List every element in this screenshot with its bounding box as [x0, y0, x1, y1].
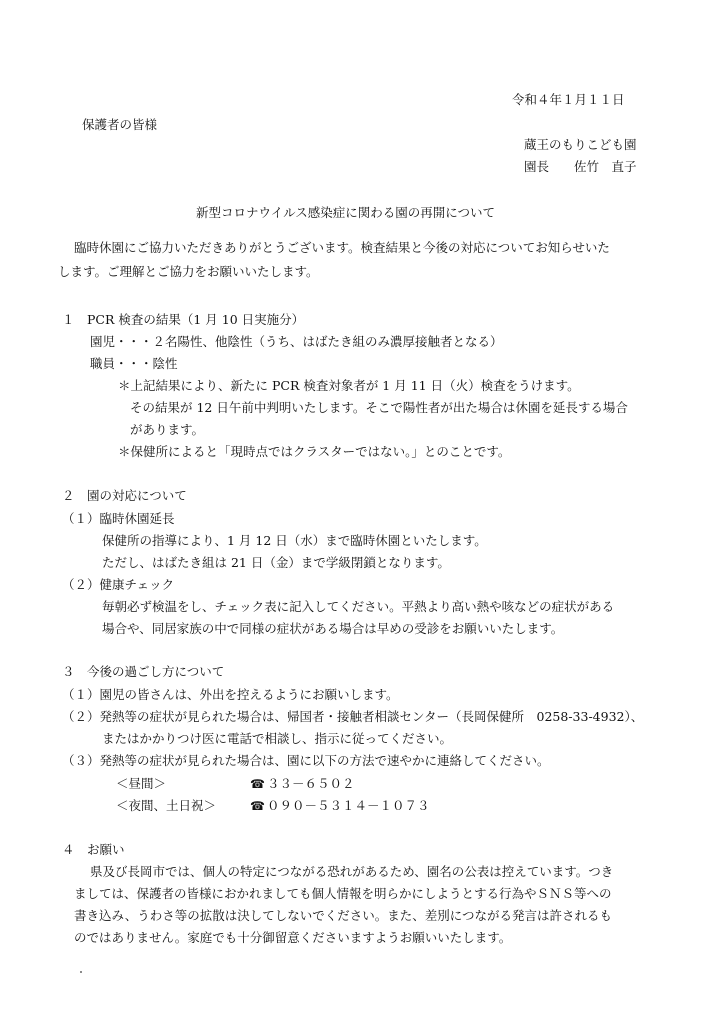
section4-line-3: 書き込み、うわさ等の拡散は決してしないでください。また、差別につながる発言は許されるも: [74, 908, 613, 923]
section4-line-4: のではありません。家庭でも十分御留意くださいますようお願いいたします。: [74, 930, 512, 945]
document-date: 令和４年１月１１日: [512, 92, 625, 107]
addressee: 保護者の皆様: [82, 117, 158, 132]
section2-item2-line-1: 毎朝必ず検温をし、チェック表に記入してください。平熱より高い熱や咳などの症状がある: [102, 599, 615, 614]
section2-item1-heading: （１）臨時休園延長: [62, 511, 175, 526]
telephone-icon: ☎: [250, 799, 265, 813]
section4-heading: ４ お願い: [62, 842, 125, 857]
sender-name: 園長 佐竹 直子: [524, 159, 637, 174]
section1-staff-result: 職員・・・陰性: [90, 356, 178, 371]
contact-phone-night: [250, 798, 429, 813]
intro-line-1: 臨時休園にご協力いただきありがとうございます。検査結果と今後の対応についてお知らせいた: [74, 240, 610, 255]
section4-line-2: ましては、保護者の皆様におかれましても個人情報を明らかにしようとする行為やＳＮＳ等への: [74, 886, 612, 901]
section3-item2-line-1: （２）発熱等の症状が見られた場合は、帰国者・接触者相談センター（長岡保健所 0258-33-4932）、: [62, 709, 644, 724]
section2-item2-line-2: 場合や、同居家族の中で同様の症状がある場合は早めの受診をお願いいたします。: [102, 621, 564, 636]
section1-note1-line-3: があります。: [130, 422, 205, 437]
contact-phone-daytime: [250, 776, 354, 791]
section4-line-1: 県及び長岡市では、個人の特定につながる恐れがあるため、園名の公表は控えています。つき: [90, 864, 614, 879]
intro-line-2: します。ご理解とご協力をお願いいたします。: [58, 264, 319, 279]
contact-phone-daytime-number: ３３－６５０２: [266, 776, 355, 791]
section2-item2-heading: （２）健康チェック: [62, 577, 175, 592]
section3-item1: （１）園児の皆さんは、外出を控えるようにお願いします。: [62, 687, 399, 702]
scan-speck: [80, 971, 82, 973]
section1-heading: １ PCR 検査の結果（1 月 10 日実施分）: [62, 312, 305, 327]
section2-heading: ２ 園の対応について: [62, 488, 187, 503]
sender-organization: 蔵王のもりこども園: [524, 137, 637, 152]
section3-heading: ３ 今後の過ごし方について: [62, 664, 225, 679]
section1-note2: ＊保健所によると「現時点ではクラスターではない。」とのことです。: [118, 444, 511, 459]
telephone-icon: ☎: [250, 777, 265, 791]
section2-item1-line-1: 保健所の指導により、1 月 12 日（水）まで臨時休園といたします。: [102, 533, 487, 548]
page-title: 新型コロナウイルス感染症に関わる園の再開について: [196, 205, 496, 220]
section3-item2-line-2: またはかかりつけ医に電話で相談し、指示に従ってください。: [102, 731, 453, 746]
section1-note1-line-1: ＊上記結果により、新たに PCR 検査対象者が 1 月 11 日（火）検査をうけます。: [118, 378, 580, 393]
section1-note1-line-2: その結果が 12 日午前中判明いたします。そこで陽性者が出た場合は休園を延長する場合: [130, 400, 628, 415]
section3-item3: （３）発熱等の症状が見られた場合は、園に以下の方法で速やかに連絡してください。: [62, 753, 550, 768]
section1-children-result: 園児・・・２名陽性、他陰性（うち、はばたき組のみ濃厚接触者となる）: [90, 334, 503, 349]
contact-phone-night-number: ０９０－５３１４－１０７３: [266, 798, 430, 813]
contact-label-daytime: ＜昼間＞: [116, 776, 167, 791]
section2-item1-line-2: ただし、はばたき組は 21 日（金）まで学級閉鎖となります。: [102, 555, 450, 570]
contact-label-night: ＜夜間、土日祝＞: [116, 798, 217, 813]
